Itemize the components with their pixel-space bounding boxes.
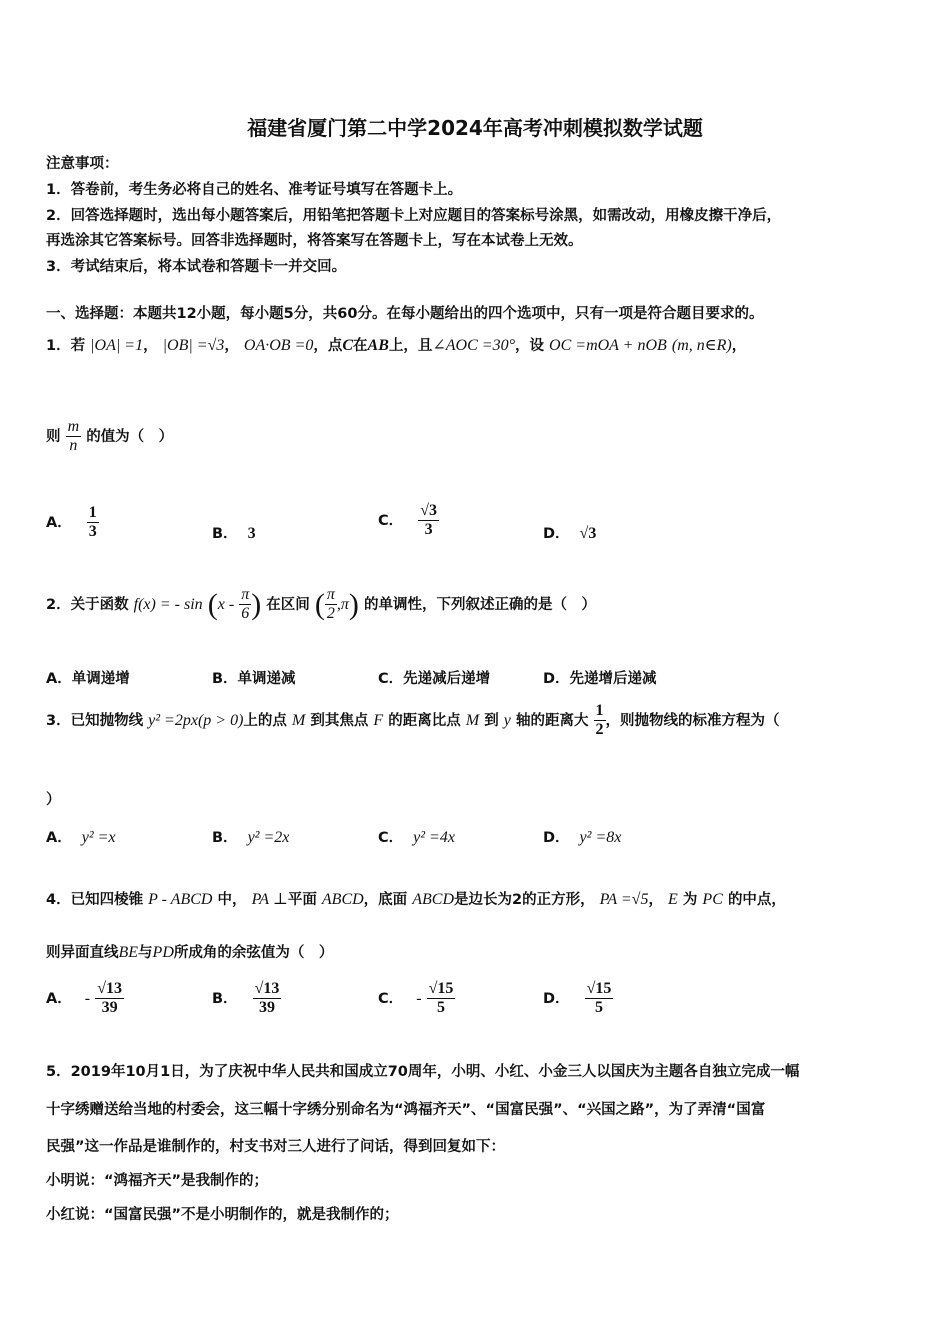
question-5-line: 十字绣赠送给当地的村委会，这三幅十字绣分别命名为“鸿福齐天”、“国富民强”、“兴国之路”，为了弄清“国富 (46, 1102, 766, 1118)
q4-text: 是边长为2的正方形， (454, 892, 595, 908)
question-5-line: 民强”这一作品是谁制作的，村支书对三人进行了问话，得到回复如下： (46, 1139, 506, 1155)
q1-text: 在 (353, 338, 368, 354)
option-den: 5 (437, 999, 445, 1017)
q3-half-num: 1 (594, 702, 606, 721)
q1-expr-angle: ∠AOC =30° (432, 337, 515, 354)
q1-option-b (212, 522, 256, 543)
notice-item: 再选涂其它答案标号。回答非选择题时，将答案写在答题卡上，写在本试卷上无效。 (46, 233, 583, 249)
q3-equation: y² =2px(p > 0) (148, 711, 244, 729)
option-fraction (87, 504, 99, 542)
q1-expr-dot: OA·OB =0 (243, 337, 314, 354)
q2-int-den: 2 (326, 605, 335, 623)
option-value: 3 (247, 525, 256, 542)
notice-item: 2．回答选择题时，选出每小题答案后，用铅笔把答题卡上对应题目的答案标号涂黑，如需改动，用橡皮擦干净后， (46, 208, 782, 224)
q3-text: 上的点 (243, 712, 287, 729)
option-value: y² =2x (247, 829, 290, 846)
q1-text: ，设 (514, 338, 544, 354)
q1-text: ，点 (313, 338, 343, 354)
option-label: B． (212, 526, 238, 542)
q1-expr-oa: |OA| =1 (90, 337, 144, 354)
q3-text: 到 (484, 712, 499, 729)
paren-left-icon: ( (207, 587, 218, 621)
option-fraction (253, 980, 282, 1018)
q2-option-d: D．先递增后递减 (543, 671, 657, 687)
q4-text: 则异面直线 (46, 945, 119, 961)
question-2 (46, 586, 596, 624)
q2-text: 的单调性，下列叙述正确的是（ ） (363, 596, 596, 613)
option-num: √3 (418, 502, 439, 521)
option-label: C． (378, 830, 404, 846)
q1-sep: ， (143, 338, 158, 354)
q3-point-m: M (291, 711, 306, 729)
option-label: D． (543, 990, 570, 1007)
option-label: D． (543, 526, 570, 542)
option-label: A． (46, 830, 72, 846)
option-den: 39 (101, 999, 118, 1017)
q1-number: 1．若 (46, 338, 86, 354)
option-num: √15 (585, 980, 614, 999)
q3-half (594, 702, 606, 740)
q4-number: 4．已知四棱锥 (46, 892, 144, 908)
q1-point-c: C (342, 337, 354, 354)
q4-text: 平面 (287, 892, 317, 908)
section-heading: 一、选择题：本题共12小题，每小题5分，共60分。在每小题给出的四个选项中，只有一项是符合题目要求的。 (46, 306, 764, 322)
q1-text: ， (731, 338, 747, 354)
question-5-line: 小明说：“鸿福齐天”是我制作的； (46, 1173, 269, 1189)
q2-number: 2．关于函数 (46, 596, 129, 613)
option-label: B． (212, 830, 238, 846)
question-4-line2 (46, 941, 333, 962)
paren-right-icon: ) (348, 587, 359, 621)
notice-item: 1．答卷前，考生务必将自己的姓名、准考证号填写在答题卡上。 (46, 182, 463, 198)
q2-inner: x - (217, 595, 235, 613)
q4-plane: ABCD (321, 891, 364, 908)
q4-text: ， (648, 892, 663, 908)
q4-pa-length: PA =√5 (599, 891, 649, 908)
option-value: y² =x (81, 829, 116, 846)
q4-text: 与 (138, 945, 153, 961)
question-4 (46, 888, 786, 909)
q4-option-d (543, 980, 613, 1018)
q4-text: 为 (682, 892, 698, 908)
q3-close-paren: ） (46, 792, 61, 808)
q2-function: f(x) = - sin (133, 595, 203, 613)
option-label: A． (46, 990, 72, 1007)
q3-point-f: F (373, 711, 384, 729)
q2-pi-den: 6 (241, 605, 250, 623)
q4-segment-pc: PC (702, 891, 723, 908)
option-sign: - (84, 989, 91, 1007)
q3-option-d (543, 826, 621, 847)
q1-fraction (66, 418, 82, 456)
q3-axis-y: y (503, 711, 511, 729)
q4-line-pd: PD (152, 944, 174, 961)
q3-point-m: M (465, 711, 480, 729)
q4-option-b (212, 980, 281, 1018)
option-den: 39 (259, 999, 276, 1017)
option-fraction (585, 980, 614, 1018)
q2-option-c: C．先递减后递增 (378, 671, 491, 687)
q1-expr-oc: OC =mOA + nOB (549, 337, 667, 354)
paren-left-icon: ( (314, 587, 325, 621)
q4-pyramid: P - ABCD (148, 891, 213, 908)
option-num: √15 (427, 980, 456, 999)
q4-text: ，底面 (363, 892, 408, 908)
q3-option-b (212, 826, 289, 847)
q1-expr-ob: |OB| =√3 (162, 337, 225, 354)
q1-text: 则 (46, 428, 61, 445)
q4-base: ABCD (412, 891, 455, 908)
option-den: 3 (424, 521, 433, 539)
option-fraction (427, 980, 456, 1018)
q2-int-num: π (325, 586, 337, 605)
option-num: 1 (87, 504, 99, 523)
question-1 (46, 334, 746, 355)
option-fraction (95, 980, 124, 1018)
option-label: C． (378, 512, 404, 529)
q4-option-a (46, 980, 124, 1018)
option-num: √13 (95, 980, 124, 999)
q1-fraction-den: n (69, 437, 78, 455)
q4-line-be: BE (118, 944, 139, 961)
option-value: y² =8x (579, 829, 622, 846)
q2-int-end: ,π (336, 595, 349, 613)
q1-expr-mn: (m, n∈R) (671, 337, 732, 354)
q3-half-den: 2 (595, 721, 604, 739)
question-1-ask (46, 418, 173, 456)
option-value: y² =4x (413, 829, 455, 846)
q3-option-c (378, 826, 455, 847)
question-5-line: 小红说：“国富民强”不是小明制作的，就是我制作的； (46, 1207, 399, 1223)
q2-pi-num: π (239, 586, 251, 605)
q1-option-d (543, 522, 596, 543)
q3-text: 的距离比点 (388, 712, 461, 729)
paren-right-icon: ) (251, 587, 262, 621)
q1-sep: ， (224, 338, 239, 354)
option-den: 5 (595, 999, 603, 1017)
q4-option-c (378, 980, 455, 1018)
q3-number: 3．已知抛物线 (46, 712, 144, 729)
q4-text: 的中点， (727, 892, 786, 908)
option-den: 3 (88, 523, 97, 541)
q4-point-e: E (668, 891, 678, 908)
option-value: √3 (579, 525, 597, 542)
q2-pi-fraction (239, 586, 251, 624)
q2-option-a: A．单调递增 (46, 671, 130, 687)
q2-text: 在区间 (266, 596, 310, 613)
option-fraction (418, 502, 439, 540)
option-label: A． (46, 514, 72, 531)
option-num: √13 (253, 980, 282, 999)
notice-heading: 注意事项： (46, 156, 119, 172)
q1-option-c (378, 502, 439, 540)
page-title: 福建省厦门第二中学2024年高考冲刺模拟数学试题 (247, 116, 703, 140)
option-label: C． (378, 990, 404, 1007)
q1-segment-ab: AB (367, 337, 389, 354)
notice-item: 3．考试结束后，将本试卷和答题卡一并交回。 (46, 259, 347, 275)
option-sign: - (416, 989, 422, 1007)
q3-text: 到其焦点 (310, 712, 369, 729)
question-5-line: 5．2019年10月1日，为了庆祝中华人民共和国成立70周年，小明、小红、小金三人以国庆为主题各自独立完成一幅 (46, 1064, 800, 1080)
q4-text: 所成角的余弦值为（ ） (173, 945, 334, 961)
q2-interval-fraction (325, 586, 337, 624)
q4-pa-perp: PA ⊥ (251, 891, 288, 908)
q1-fraction-num: m (66, 418, 82, 437)
option-label: D． (543, 830, 570, 846)
q3-option-a (46, 826, 116, 847)
q1-text: 的值为（ ） (86, 428, 174, 445)
option-label: B． (212, 990, 238, 1007)
question-3 (46, 702, 780, 740)
q4-text: 中， (217, 892, 247, 908)
q3-text: 轴的距离大 (515, 712, 589, 729)
q1-option-a (46, 504, 99, 542)
q2-option-b: B．单调递减 (212, 671, 296, 687)
q1-text: 上，且 (388, 338, 433, 354)
q3-text: ，则抛物线的标准方程为（ (605, 712, 780, 729)
